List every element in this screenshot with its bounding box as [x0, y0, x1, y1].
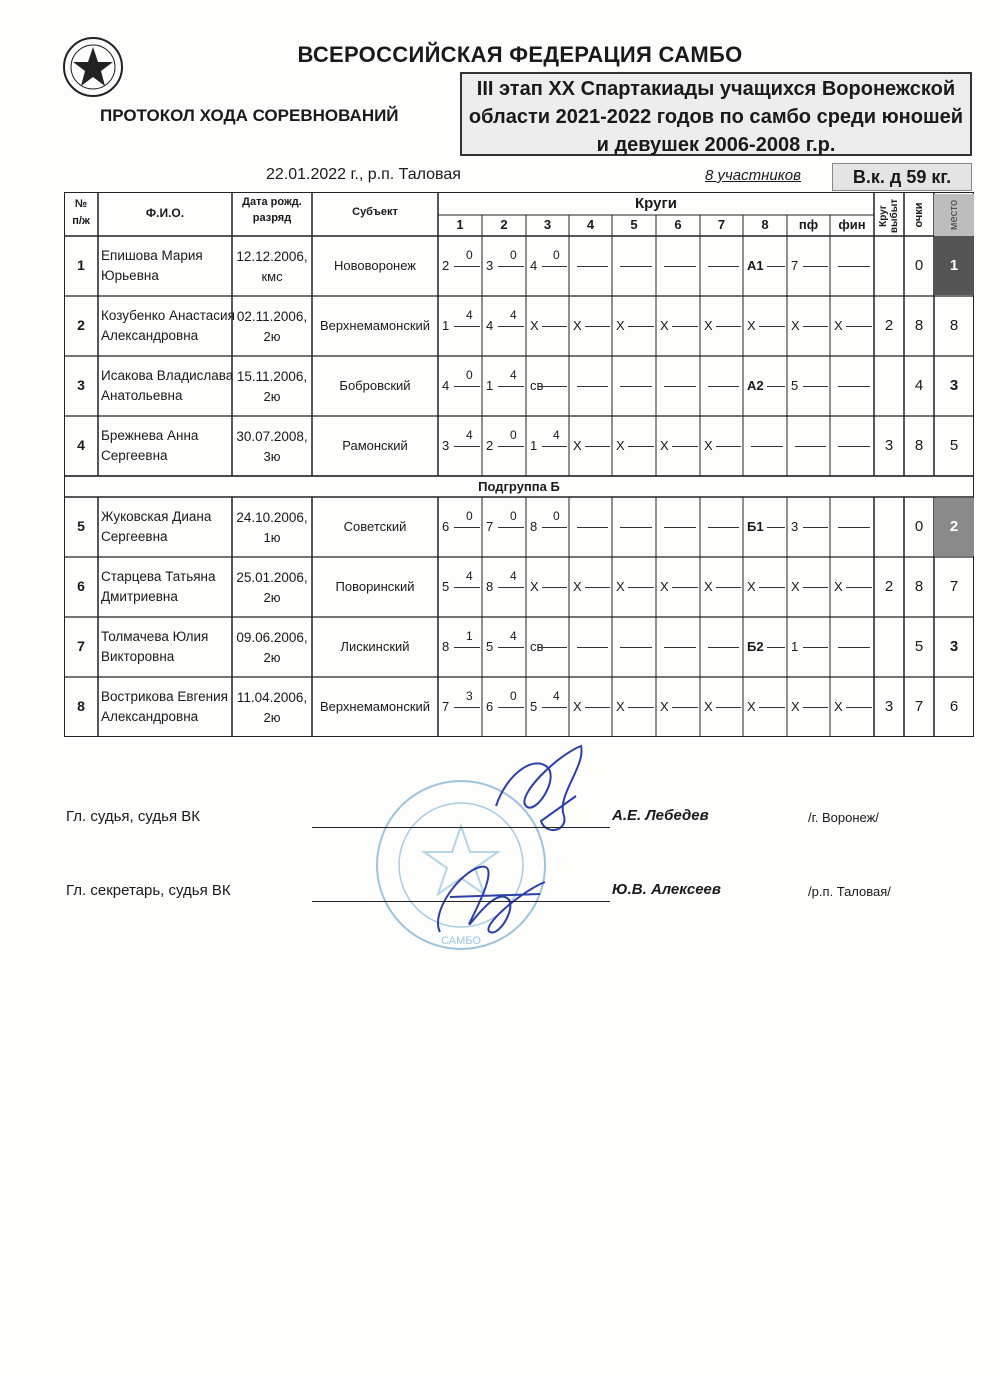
- round-2-line: [498, 266, 524, 267]
- round-dash-5: [620, 527, 652, 528]
- round-header-3: 3: [543, 217, 552, 232]
- row-number: 2: [77, 317, 85, 333]
- round-3-opponent: X: [530, 579, 539, 594]
- athlete-surname-name: Козубенко Анастасия: [101, 308, 235, 323]
- stamp-label: САМБО: [441, 935, 481, 947]
- round-1-score: 0: [466, 248, 473, 262]
- round-2-score: 0: [510, 689, 517, 703]
- round-1-score: 3: [466, 689, 473, 703]
- athlete-dob: 15.11.2006,: [236, 369, 308, 384]
- round-dash-5: [620, 386, 652, 387]
- round-9-line: [803, 587, 828, 588]
- round-dash-10: [838, 446, 870, 447]
- athlete-rank: 2ю: [263, 329, 281, 344]
- place: 1: [934, 237, 974, 295]
- athlete-surname-name: Старцева Татьяна: [101, 569, 216, 584]
- round-3-opponent: 4: [530, 258, 538, 273]
- round-dash-8: [751, 446, 783, 447]
- round-6-opponent: X: [660, 579, 669, 594]
- athlete-subject: Бобровский: [339, 378, 411, 393]
- round-2-score: 0: [510, 248, 517, 262]
- round-9-opponent: X: [791, 318, 800, 333]
- athlete-subject: Рамонский: [342, 438, 408, 453]
- signature-lebedev: [486, 736, 596, 846]
- round-3-opponent: X: [530, 318, 539, 333]
- row-number: 4: [77, 437, 85, 453]
- athlete-dob: 09.06.2006,: [236, 630, 308, 645]
- col-round-out-header: [874, 198, 904, 234]
- round-3-score: 4: [553, 428, 560, 442]
- athlete-patronymic: Анатольевна: [101, 388, 183, 403]
- athlete-dob: 02.11.2006,: [236, 309, 308, 324]
- round-7-line: [716, 326, 741, 327]
- round-3-opponent: св: [530, 378, 544, 393]
- athlete-rank: 2ю: [263, 710, 281, 725]
- round-10-line: [846, 707, 872, 708]
- place: 2: [934, 498, 974, 556]
- round-header-1: 1: [456, 217, 464, 232]
- round-9-opponent: 7: [791, 258, 799, 273]
- round-1-line: [454, 707, 480, 708]
- row-number: 5: [77, 518, 85, 534]
- round-8-opponent: А1: [747, 258, 764, 273]
- round-8-line: [767, 386, 785, 387]
- round-6-opponent: X: [660, 438, 669, 453]
- round-9-line: [803, 647, 828, 648]
- round-dash-6: [664, 647, 696, 648]
- round-2-score: 0: [510, 509, 517, 523]
- round-2-line: [498, 647, 524, 648]
- round-3-opponent: 1: [530, 438, 538, 453]
- round-2-line: [498, 326, 524, 327]
- round-out: 3: [884, 437, 894, 454]
- points: 8: [914, 317, 924, 334]
- round-dash-10: [838, 386, 870, 387]
- athlete-rank: 3ю: [263, 449, 281, 464]
- round-dash-4: [577, 266, 608, 267]
- points: 4: [914, 377, 924, 394]
- round-2-opponent: 8: [486, 579, 494, 594]
- chief-secretary-role: Гл. секретарь, судья ВК: [66, 882, 231, 899]
- round-dash-6: [664, 386, 696, 387]
- round-6-opponent: X: [660, 699, 669, 714]
- athlete-subject: Лискинский: [340, 639, 410, 654]
- round-6-line: [672, 446, 698, 447]
- round-1-opponent: 5: [442, 579, 450, 594]
- round-9-line: [803, 326, 828, 327]
- athlete-surname-name: Жуковская Диана: [101, 509, 212, 524]
- round-dash-6: [664, 527, 696, 528]
- row-number: 1: [77, 257, 85, 273]
- points: 0: [914, 518, 924, 535]
- round-1-opponent: 4: [442, 378, 450, 393]
- athlete-dob: 25.01.2006,: [236, 570, 308, 585]
- round-2-opponent: 7: [486, 519, 494, 534]
- round-6-line: [672, 326, 698, 327]
- round-3-opponent: 8: [530, 519, 538, 534]
- athlete-surname-name: Епишова Мария: [101, 248, 203, 263]
- col-name-header: Ф.И.О.: [145, 206, 185, 220]
- weight-category: В.к. д 59 кг.: [832, 163, 972, 191]
- round-1-score: 4: [466, 308, 473, 322]
- round-3-line: [542, 446, 567, 447]
- chief-judge-role: Гл. судья, судья ВК: [66, 808, 200, 825]
- round-5-line: [628, 707, 654, 708]
- round-2-score: 4: [510, 569, 517, 583]
- round-2-opponent: 5: [486, 639, 494, 654]
- round-10-opponent: X: [834, 579, 843, 594]
- round-10-opponent: X: [834, 318, 843, 333]
- athlete-dob: 12.12.2006,: [236, 249, 308, 264]
- col-place-label: место: [948, 199, 960, 231]
- round-header-2: 2: [500, 217, 508, 232]
- row-number: 7: [77, 638, 85, 654]
- col-subject-header: Субъект: [352, 206, 398, 218]
- round-2-score: 0: [510, 428, 517, 442]
- col-num-header: [64, 196, 98, 230]
- round-8-opponent: Б1: [747, 519, 764, 534]
- round-6-line: [672, 587, 698, 588]
- round-3-line: [542, 386, 567, 387]
- col-num-label: № п/ж: [72, 198, 90, 227]
- round-3-line: [542, 266, 567, 267]
- round-7-line: [716, 707, 741, 708]
- round-2-score: 4: [510, 308, 517, 322]
- round-dash-4: [577, 647, 608, 648]
- round-5-line: [628, 446, 654, 447]
- round-3-line: [542, 587, 567, 588]
- round-2-opponent: 2: [486, 438, 494, 453]
- round-2-line: [498, 446, 524, 447]
- round-dash-10: [838, 647, 870, 648]
- round-dash-7: [708, 386, 739, 387]
- col-dob-header: [232, 194, 312, 226]
- round-9-opponent: 1: [791, 639, 799, 654]
- round-1-score: 4: [466, 428, 473, 442]
- col-points-header: [904, 196, 934, 234]
- round-3-line: [542, 527, 567, 528]
- round-9-line: [803, 707, 828, 708]
- place: 3: [949, 638, 959, 655]
- round-4-line: [585, 707, 610, 708]
- round-4-line: [585, 587, 610, 588]
- athlete-dob: 30.07.2008,: [236, 429, 308, 444]
- athlete-surname-name: Брежнева Анна: [101, 428, 199, 443]
- athlete-subject: Поворинский: [335, 579, 415, 594]
- athlete-dob: 24.10.2006,: [236, 510, 308, 525]
- col-points-label: очки: [913, 202, 925, 228]
- athlete-subject: Нововоронеж: [333, 258, 417, 273]
- round-4-opponent: X: [573, 318, 582, 333]
- round-dash-7: [708, 266, 739, 267]
- row-number: 8: [77, 698, 85, 714]
- round-8-opponent: А2: [747, 378, 764, 393]
- round-2-opponent: 6: [486, 699, 494, 714]
- rounds-header: Круги: [635, 195, 677, 212]
- event-line-1: III этап XX Спартакиады учащихся Воронежской: [476, 78, 956, 100]
- round-1-line: [454, 527, 480, 528]
- round-8-opponent: X: [747, 579, 756, 594]
- round-8-line: [767, 527, 785, 528]
- round-header-5: 5: [630, 217, 638, 232]
- athlete-surname-name: Вострикова Евгения: [101, 689, 228, 704]
- round-4-line: [585, 446, 610, 447]
- participants-text: 8 участников: [705, 167, 801, 184]
- round-3-line: [542, 707, 567, 708]
- athlete-rank: 2ю: [263, 389, 281, 404]
- round-7-opponent: X: [704, 699, 713, 714]
- place: 7: [949, 578, 959, 595]
- athlete-rank: кмс: [261, 269, 283, 284]
- chief-judge-line: [312, 827, 610, 828]
- subgroup-label: Подгруппа Б: [478, 479, 560, 494]
- athlete-subject: Советский: [343, 519, 407, 534]
- athlete-surname-name: Толмачева Юлия: [101, 629, 209, 644]
- round-1-line: [454, 587, 480, 588]
- round-8-opponent: X: [747, 699, 756, 714]
- round-3-opponent: св: [530, 639, 544, 654]
- round-1-opponent: 1: [442, 318, 450, 333]
- athlete-dob: 11.04.2006,: [236, 690, 308, 705]
- round-2-opponent: 4: [486, 318, 494, 333]
- chief-secretary-name: Ю.В. Алексеев: [612, 881, 721, 898]
- round-9-line: [803, 527, 828, 528]
- round-2-score: 4: [510, 368, 517, 382]
- row-number: 3: [77, 377, 85, 393]
- athlete-subject: Верхнемамонский: [319, 318, 431, 333]
- chief-secretary-line: [312, 901, 610, 902]
- round-1-opponent: 3: [442, 438, 450, 453]
- round-dash-9: [795, 446, 826, 447]
- round-dash-6: [664, 266, 696, 267]
- round-1-score: 4: [466, 569, 473, 583]
- round-8-line: [767, 647, 785, 648]
- round-9-opponent: X: [791, 699, 800, 714]
- round-8-line: [759, 587, 785, 588]
- protocol-title: ПРОТОКОЛ ХОДА СОРЕВНОВАНИЙ: [100, 106, 399, 125]
- round-dash-7: [708, 647, 739, 648]
- round-2-score: 4: [510, 629, 517, 643]
- round-7-opponent: X: [704, 579, 713, 594]
- round-dash-10: [838, 527, 870, 528]
- col-round-out-label: Круг выбыт: [878, 198, 900, 234]
- points: 5: [914, 638, 924, 655]
- col-dob-label: Дата рожд. разряд: [242, 196, 302, 224]
- round-2-opponent: 3: [486, 258, 494, 273]
- round-4-line: [585, 326, 610, 327]
- athlete-rank: 1ю: [263, 530, 281, 545]
- round-out: 2: [884, 578, 894, 595]
- round-2-line: [498, 587, 524, 588]
- points: 0: [914, 257, 924, 274]
- round-8-opponent: X: [747, 318, 756, 333]
- round-4-opponent: X: [573, 579, 582, 594]
- round-1-opponent: 8: [442, 639, 450, 654]
- round-dash-5: [620, 266, 652, 267]
- points: 7: [914, 698, 924, 715]
- round-2-line: [498, 386, 524, 387]
- athlete-patronymic: Сергеевна: [101, 529, 168, 544]
- round-1-opponent: 6: [442, 519, 450, 534]
- round-header-8: 8: [761, 217, 769, 232]
- round-out: 2: [884, 317, 894, 334]
- round-6-opponent: X: [660, 318, 669, 333]
- athlete-surname-name: Исакова Владислава: [101, 368, 234, 383]
- athlete-patronymic: Александровна: [101, 328, 199, 343]
- round-10-line: [846, 587, 872, 588]
- round-5-opponent: X: [616, 438, 625, 453]
- signature-alekseev: [420, 852, 560, 952]
- athlete-patronymic: Дмитриевна: [101, 589, 178, 604]
- round-8-line: [759, 326, 785, 327]
- round-header-9: пф: [798, 217, 819, 232]
- date-place: 22.01.2022 г., р.п. Таловая: [266, 166, 461, 183]
- points: 8: [914, 578, 924, 595]
- round-4-opponent: X: [573, 699, 582, 714]
- round-5-opponent: X: [616, 579, 625, 594]
- round-9-opponent: 3: [791, 519, 799, 534]
- event-line-3: и девушек 2006-2008 г.р.: [596, 134, 836, 156]
- round-7-opponent: X: [704, 438, 713, 453]
- federation-title: ВСЕРОССИЙСКАЯ ФЕДЕРАЦИЯ САМБО: [297, 42, 743, 67]
- round-2-line: [498, 527, 524, 528]
- round-1-line: [454, 386, 480, 387]
- round-2-opponent: 1: [486, 378, 494, 393]
- round-3-line: [542, 647, 567, 648]
- athlete-patronymic: Юрьевна: [101, 268, 159, 283]
- round-1-score: 0: [466, 509, 473, 523]
- round-3-score: 4: [553, 689, 560, 703]
- round-3-opponent: 5: [530, 699, 538, 714]
- round-9-line: [803, 386, 828, 387]
- round-dash-7: [708, 527, 739, 528]
- round-10-opponent: X: [834, 699, 843, 714]
- row-number: 6: [77, 578, 85, 594]
- round-1-opponent: 7: [442, 699, 450, 714]
- chief-judge-name: А.Е. Лебедев: [612, 807, 709, 824]
- round-dash-5: [620, 647, 652, 648]
- event-line-2: области 2021-2022 годов по самбо среди юношей: [468, 106, 964, 128]
- round-header-4: 4: [586, 217, 595, 232]
- round-5-opponent: X: [616, 318, 625, 333]
- round-dash-4: [577, 527, 608, 528]
- round-5-line: [628, 587, 654, 588]
- round-2-line: [498, 707, 524, 708]
- round-1-line: [454, 647, 480, 648]
- round-5-opponent: X: [616, 699, 625, 714]
- round-8-line: [767, 266, 785, 267]
- round-8-line: [759, 707, 785, 708]
- round-header-10: фин: [838, 217, 866, 232]
- place: 6: [949, 698, 959, 715]
- round-7-line: [716, 446, 741, 447]
- round-3-score: 0: [553, 509, 560, 523]
- round-out: 3: [884, 698, 894, 715]
- round-7-opponent: X: [704, 318, 713, 333]
- athlete-subject: Верхнемамонский: [319, 699, 431, 714]
- round-dash-4: [577, 386, 608, 387]
- round-6-line: [672, 707, 698, 708]
- athlete-patronymic: Сергеевна: [101, 448, 168, 463]
- round-header-7: 7: [717, 217, 726, 232]
- round-1-line: [454, 446, 480, 447]
- round-1-score: 1: [466, 629, 473, 643]
- round-dash-10: [838, 266, 870, 267]
- round-7-line: [716, 587, 741, 588]
- round-3-score: 0: [553, 248, 560, 262]
- round-1-line: [454, 266, 480, 267]
- place: 5: [949, 437, 959, 454]
- round-9-opponent: X: [791, 579, 800, 594]
- round-8-opponent: Б2: [747, 639, 764, 654]
- place: 8: [949, 317, 959, 334]
- round-1-line: [454, 326, 480, 327]
- athlete-rank: 2ю: [263, 650, 281, 665]
- round-3-line: [542, 326, 567, 327]
- round-4-opponent: X: [573, 438, 582, 453]
- round-1-opponent: 2: [442, 258, 450, 273]
- col-place-header: [934, 194, 974, 236]
- chief-secretary-city: /р.п. Таловая/: [808, 884, 891, 899]
- round-9-opponent: 5: [791, 378, 799, 393]
- place: 3: [949, 377, 959, 394]
- points: 8: [914, 437, 924, 454]
- round-header-6: 6: [674, 217, 682, 232]
- round-1-score: 0: [466, 368, 473, 382]
- round-9-line: [803, 266, 828, 267]
- round-5-line: [628, 326, 654, 327]
- chief-judge-city: /г. Воронеж/: [808, 810, 879, 825]
- round-10-line: [846, 326, 872, 327]
- athlete-patronymic: Александровна: [101, 709, 199, 724]
- athlete-rank: 2ю: [263, 590, 281, 605]
- athlete-patronymic: Викторовна: [101, 649, 175, 664]
